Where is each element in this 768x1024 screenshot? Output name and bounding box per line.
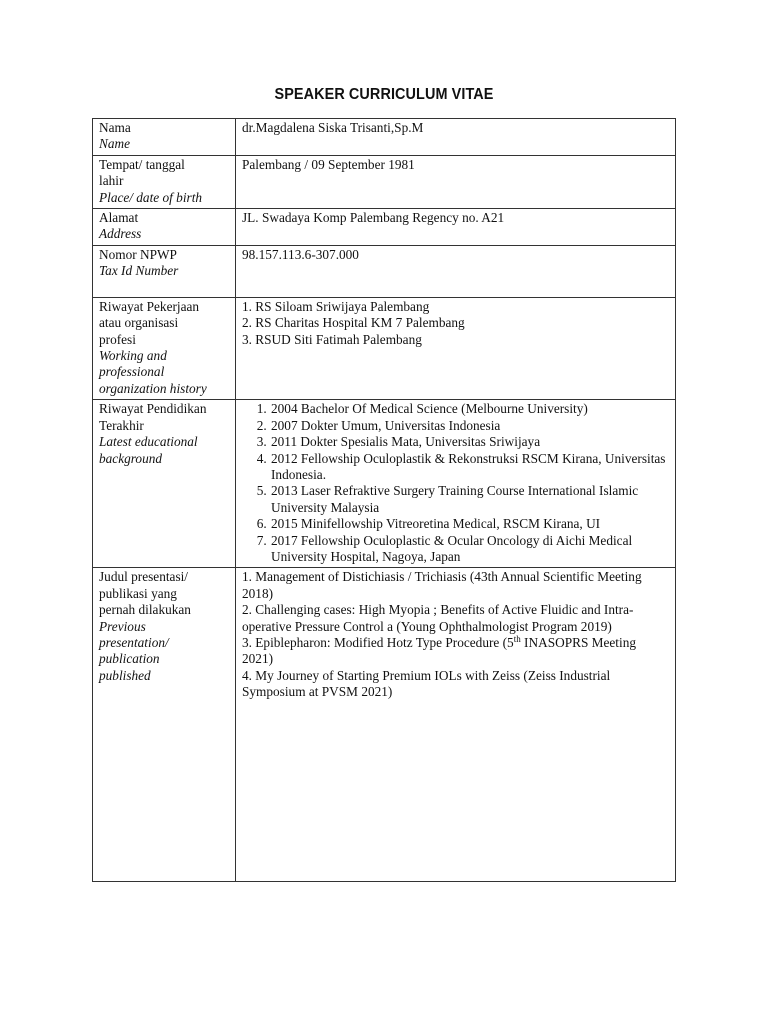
value-birth: Palembang / 09 September 1981 [242, 156, 415, 172]
label-tax: Nomor NPWP [99, 246, 177, 262]
label-work-en-line2: professional [99, 364, 165, 380]
value-name-cell [236, 119, 676, 156]
label-presentations-en-line3: publication [99, 651, 160, 667]
value-name: dr.Magdalena Siska Trisanti,Sp.M [242, 120, 424, 135]
cv-table [92, 118, 676, 882]
label-education-cell [93, 400, 236, 568]
presentation-item-3-text: 3. Epiblepharon: Modified Hotz Type Procedure (5 [242, 634, 514, 650]
label-birth-line1: Tempat/ tanggal [99, 156, 185, 172]
label-name: Nama [99, 120, 131, 135]
label-address-en: Address [99, 226, 142, 242]
row-tax-id [93, 245, 676, 297]
presentation-item: 2. Challenging cases: High Myopia ; Benefits of Active Fluidic and Intra-operative Pressure Control a (Young Ophthalmologist Program 2019) [242, 602, 634, 634]
label-presentations-line3: pernah dilakukan [99, 602, 191, 618]
presentation-item: 1. Management of Distichiasis / Trichiasis (43th Annual Scientific Meeting 2018) [242, 569, 642, 601]
label-presentations-line1: Judul presentasi/ [99, 569, 189, 585]
row-birth [93, 155, 676, 208]
row-work-history [93, 297, 676, 399]
education-item: 1. 2004 Bachelor Of Medical Science (Melbourne University) [270, 401, 670, 417]
value-work-cell [236, 297, 676, 399]
label-name-en: Name [99, 136, 131, 152]
row-name [93, 119, 676, 156]
label-birth-en: Place/ date of birth [99, 189, 203, 205]
work-item: 3. RSUD Siti Fatimah Palembang [242, 331, 422, 347]
label-work-line2: atau organisasi [99, 315, 179, 331]
education-list [242, 401, 670, 565]
label-presentations-en-line4: published [99, 667, 151, 683]
row-presentations [93, 568, 676, 882]
label-education-en-line2: background [99, 450, 163, 466]
value-education-cell [236, 400, 676, 568]
document-title: SPEAKER CURRICULUM VITAE [274, 86, 494, 103]
presentation-item: 4. My Journey of Starting Premium IOLs with Zeiss (Zeiss Industrial Symposium at PVSM 2021) [242, 667, 611, 700]
label-education-en-line1: Latest educational [99, 434, 198, 450]
value-tax-cell [236, 245, 676, 297]
education-item: 5. 2013 Laser Refraktive Surgery Training Course International Islamic University Malaysia [270, 483, 670, 516]
education-item: 7. 2017 Fellowship Oculoplastic & Ocular Oncology di Aichi Medical University Hospital, Nagoya, Japan [270, 533, 670, 566]
work-item: 2. RS Charitas Hospital KM 7 Palembang [242, 315, 465, 331]
work-item: 1. RS Siloam Sriwijaya Palembang [242, 298, 430, 314]
value-presentations-cell [236, 568, 676, 882]
value-address-cell [236, 209, 676, 246]
label-work-cell [93, 297, 236, 399]
education-item: 2. 2007 Dokter Umum, Universitas Indonesia [270, 418, 670, 434]
label-birth-cell [93, 155, 236, 208]
education-item: 4. 2012 Fellowship Oculoplastik & Rekonstruksi RSCM Kirana, Universitas Indonesia. [270, 451, 670, 484]
label-birth-line2: lahir [99, 173, 124, 189]
label-presentations-en-line1: Previous [99, 618, 146, 634]
value-address: JL. Swadaya Komp Palembang Regency no. A21 [242, 210, 505, 226]
presentation-item-3-rest: INASOPRS Meeting 2021) [242, 634, 636, 667]
value-birth-cell [236, 155, 676, 208]
label-tax-en: Tax Id Number [99, 263, 179, 279]
ordinal-superscript: th [513, 633, 521, 644]
education-item: 3. 2011 Dokter Spesialis Mata, Universitas Sriwijaya [270, 434, 670, 450]
label-tax-cell [93, 245, 236, 297]
label-presentations-line2: publikasi yang [99, 585, 177, 601]
presentation-item [242, 635, 670, 668]
label-work-line1: Riwayat Pekerjaan [99, 298, 200, 314]
label-presentations-cell [93, 568, 236, 882]
row-education [93, 400, 676, 568]
label-work-line3: profesi [99, 331, 136, 347]
label-education-line2: Terakhir [99, 417, 144, 433]
label-work-en-line1: Working and [99, 348, 167, 364]
value-tax: 98.157.113.6-307.000 [242, 246, 359, 262]
label-name-cell [93, 119, 236, 156]
label-education-line1: Riwayat Pendidikan [99, 401, 207, 417]
label-work-en-line3: organization history [99, 380, 207, 396]
label-address: Alamat [99, 210, 139, 226]
label-address-cell [93, 209, 236, 246]
education-item: 6. 2015 Minifellowship Vitreoretina Medical, RSCM Kirana, UI [270, 516, 670, 532]
row-address [93, 209, 676, 246]
label-presentations-en-line2: presentation/ [99, 634, 169, 650]
